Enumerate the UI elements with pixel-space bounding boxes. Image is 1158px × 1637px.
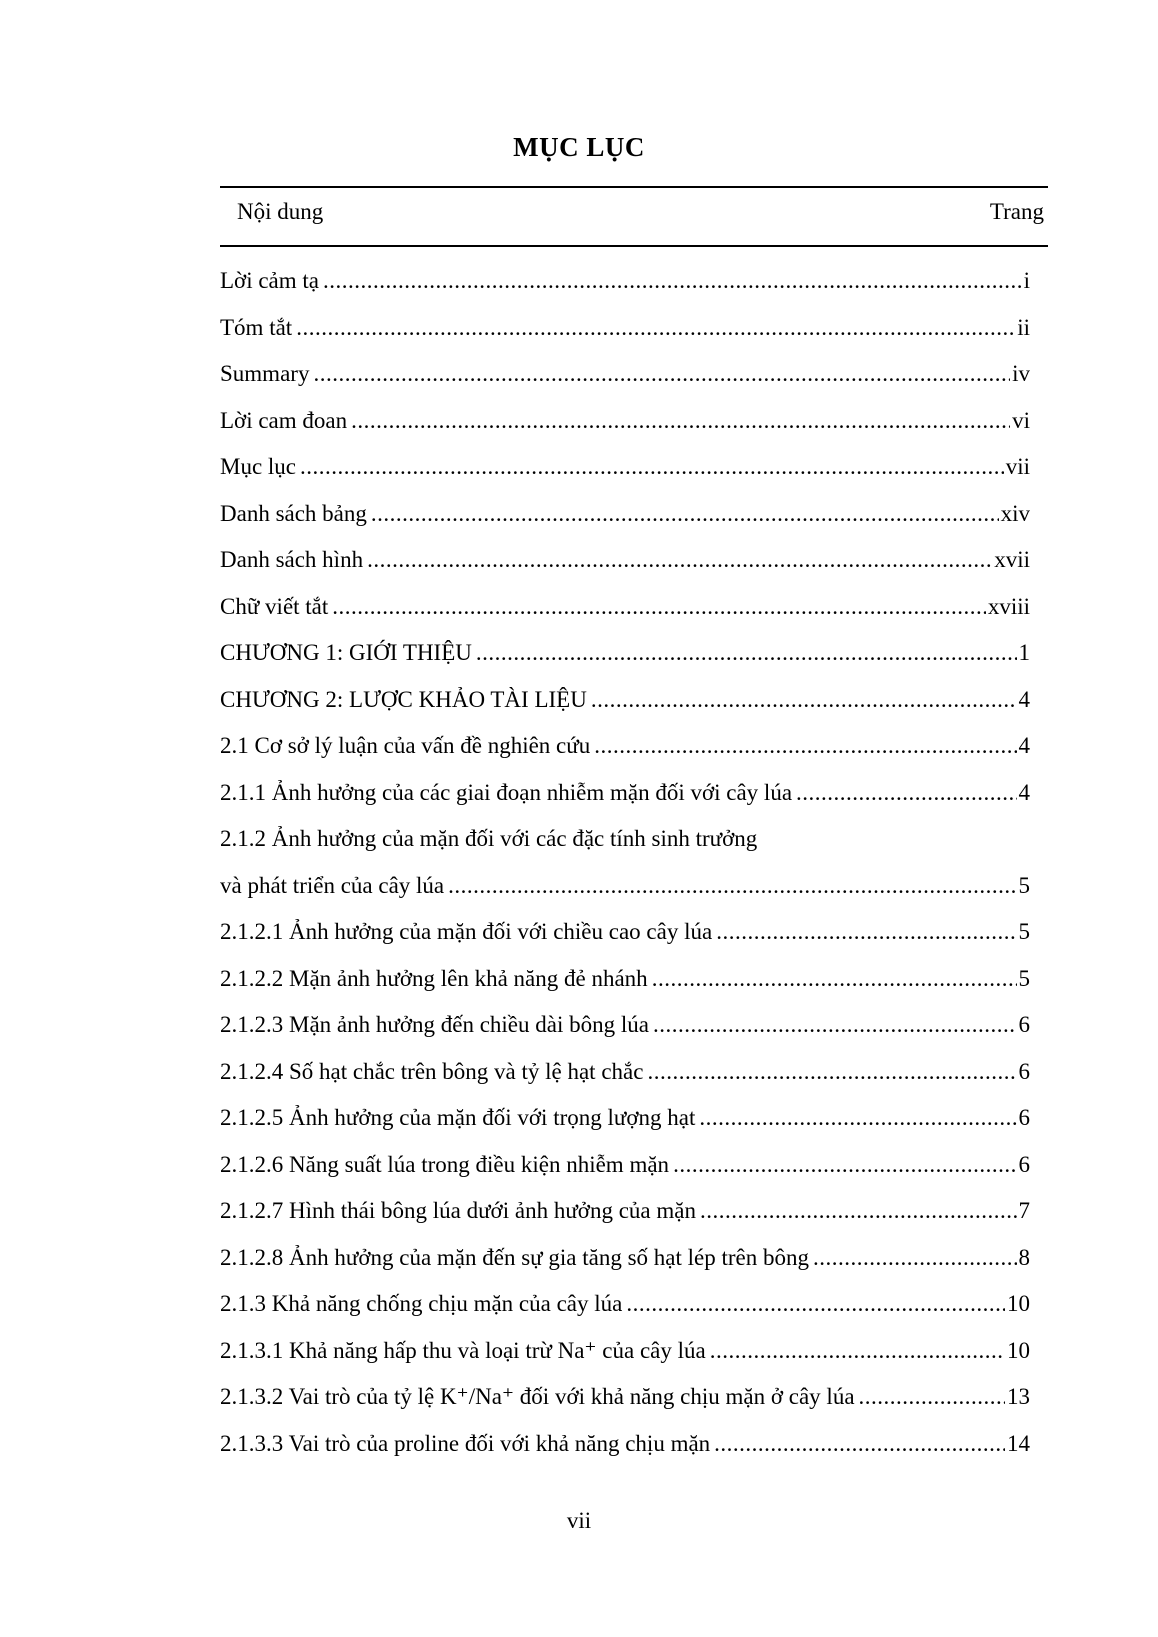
toc-entry-page: 6 [1018, 1151, 1030, 1177]
toc-entry[interactable] [220, 956, 1030, 1003]
toc-entry-label: CHƯƠNG 2: LƯỢC KHẢO TÀI LIỆU [220, 686, 587, 712]
toc-entry-label: 2.1.2.5 Ảnh hưởng của mặn đối với trọng lượng hạt [220, 1105, 696, 1130]
toc-leader-dots [673, 1142, 1016, 1189]
toc-entry-page: 6 [1018, 1012, 1030, 1037]
toc-entry-label: và phát triển của cây lúa [220, 872, 445, 898]
toc-leader-dots [296, 305, 1015, 352]
toc-leader-dots [647, 1049, 1016, 1096]
toc-leader-dots [700, 1188, 1017, 1235]
toc-entry-label: Summary [220, 361, 310, 386]
toc-entry-label: 2.1.2.4 Số hạt chắc trên bông và tỷ lệ hạt chắc [220, 1058, 644, 1084]
toc-entry-label: CHƯƠNG 1: GIỚI THIỆU [220, 640, 472, 665]
toc-entry-label: Lời cam đoan [220, 407, 348, 433]
toc-leader-dots [332, 584, 986, 631]
toc-entry-page: 4 [1018, 686, 1030, 712]
toc-entry[interactable] [220, 1328, 1030, 1375]
toc-leader-dots [699, 1095, 1016, 1142]
toc-entry-label: Danh sách hình [220, 547, 364, 572]
toc-entry-label: 2.1.2.1 Ảnh hưởng của mặn đối với chiều cao cây lúa [220, 919, 713, 944]
toc-entry[interactable] [220, 816, 1030, 863]
toc-entry-page: 7 [1018, 1198, 1030, 1223]
toc-leader-dots [796, 770, 1016, 817]
toc-entry-label: 2.1.3 Khả năng chống chịu mặn của cây lúa [220, 1291, 623, 1316]
toc-entry[interactable] [220, 677, 1030, 724]
content-column-label: Nội dung [237, 199, 324, 224]
toc-entry[interactable] [220, 351, 1030, 398]
toc-entry[interactable] [220, 305, 1030, 352]
toc-entry[interactable] [220, 1142, 1030, 1189]
toc-leader-dots [313, 351, 1010, 398]
toc-leader-dots [351, 398, 1010, 445]
toc-leader-dots [859, 1374, 1005, 1421]
toc-entry[interactable] [220, 1049, 1030, 1096]
page-column-label: Trang [989, 199, 1044, 224]
toc-entry-page: 4 [1018, 779, 1030, 805]
toc-entry-page: vii [1005, 454, 1030, 479]
toc-entry-label: 2.1.3.3 Vai trò của proline đối với khả năng chịu mặn [220, 1430, 711, 1456]
toc-entry[interactable] [220, 1188, 1030, 1235]
toc-leader-dots [591, 677, 1017, 724]
toc-entry[interactable] [220, 1374, 1030, 1421]
toc-entry-label: 2.1.2.6 Năng suất lúa trong điều kiện nhiễm mặn [220, 1151, 670, 1177]
toc-entry-label: 2.1 Cơ sở lý luận của vấn đề nghiên cứu [220, 733, 591, 758]
toc-leader-dots [813, 1235, 1017, 1282]
toc-entry-label: 2.1.2.8 Ảnh hưởng của mặn đến sự gia tăng số hạt lép trên bông [220, 1244, 809, 1270]
toc-entry[interactable] [220, 1002, 1030, 1049]
toc-entry[interactable] [220, 444, 1030, 491]
toc-leader-dots [367, 537, 992, 584]
toc-entry-label: 2.1.2.7 Hình thái bông lúa dưới ảnh hưởng của mặn [220, 1198, 696, 1223]
toc-entry-page: xiv [1000, 500, 1030, 526]
toc-entry[interactable] [220, 723, 1030, 770]
toc-leader-dots [653, 1002, 1017, 1049]
toc-entry-page: iv [1012, 361, 1030, 386]
toc-entry-label: Danh sách bảng [220, 500, 367, 526]
toc-entry-label: 2.1.2.3 Mặn ảnh hưởng đến chiều dài bông lúa [220, 1012, 649, 1037]
toc-entry-label: Tóm tắt [220, 314, 293, 340]
toc-entry-page: xvii [994, 547, 1030, 572]
toc-entry-page: 1 [1018, 640, 1030, 665]
toc-entry[interactable] [220, 630, 1030, 677]
toc-entry[interactable] [220, 537, 1030, 584]
toc-leader-dots [626, 1281, 1005, 1328]
toc-entry-label: Mục lục [220, 454, 297, 479]
toc-leader-dots [594, 723, 1016, 770]
toc-entry-page: 10 [1007, 1291, 1030, 1316]
toc-entry[interactable] [220, 1235, 1030, 1282]
toc-entry-page: 5 [1018, 872, 1030, 898]
toc-leader-dots [448, 863, 1016, 910]
toc-entry-page: 5 [1018, 919, 1030, 944]
toc-leader-dots [716, 909, 1016, 956]
toc-entry-page: xviii [987, 593, 1030, 619]
toc-entry-label: 2.1.2.2 Mặn ảnh hưởng lên khả năng đẻ nhánh [220, 965, 648, 991]
toc-leader-dots [323, 258, 1022, 305]
toc-leader-dots [300, 444, 1004, 491]
toc-entry[interactable] [220, 584, 1030, 631]
toc-entry-page: 6 [1018, 1105, 1030, 1130]
toc-entry-page: 5 [1018, 965, 1030, 991]
toc-entry-label: 2.1.2 Ảnh hưởng của mặn đối với các đặc tính sinh trưởng [220, 826, 758, 851]
page-number: vii [566, 1508, 592, 1533]
toc-entry[interactable] [220, 258, 1030, 305]
toc-leader-dots [652, 956, 1017, 1003]
toc-entry-page: 6 [1018, 1058, 1030, 1084]
toc-entry[interactable] [220, 770, 1030, 817]
toc-entry-page: ii [1017, 314, 1030, 340]
toc-entry-page: 8 [1018, 1244, 1030, 1270]
toc-entry-label: Lời cảm tạ [220, 268, 320, 293]
toc-leader-dots [714, 1421, 1005, 1468]
toc-entry[interactable] [220, 1421, 1030, 1468]
toc-entry-page: 14 [1007, 1430, 1030, 1456]
toc-leader-dots [710, 1328, 1005, 1375]
toc-entry-label: Chữ viết tắt [220, 593, 329, 619]
toc-entry[interactable] [220, 491, 1030, 538]
toc-entry-page: i [1023, 268, 1030, 293]
toc-list [220, 258, 1030, 1467]
header-top-rule [220, 186, 1048, 188]
toc-entry-page: 4 [1018, 733, 1030, 758]
toc-entry-page: 13 [1007, 1384, 1030, 1409]
toc-leader-dots [371, 491, 999, 538]
toc-entry[interactable] [220, 398, 1030, 445]
page-title: MỤC LỤC [513, 132, 645, 162]
toc-entry[interactable] [220, 1095, 1030, 1142]
toc-entry-page: vi [1012, 407, 1030, 433]
toc-leader-dots [476, 630, 1017, 677]
toc-entry-label: 2.1.3.1 Khả năng hấp thu và loại trừ Na⁺ của cây lúa [220, 1337, 706, 1363]
toc-header [220, 199, 1044, 233]
toc-entry[interactable] [220, 1281, 1030, 1328]
toc-entry-label: 2.1.3.2 Vai trò của tỷ lệ K⁺/Na⁺ đối với khả năng chịu mặn ở cây lúa [220, 1384, 855, 1409]
toc-entry[interactable] [220, 909, 1030, 956]
toc-entry-page: 10 [1007, 1337, 1030, 1363]
toc-entry-label: 2.1.1 Ảnh hưởng của các giai đoạn nhiễm mặn đối với cây lúa [220, 779, 793, 805]
header-bottom-rule [220, 245, 1048, 247]
toc-entry[interactable] [220, 863, 1030, 910]
